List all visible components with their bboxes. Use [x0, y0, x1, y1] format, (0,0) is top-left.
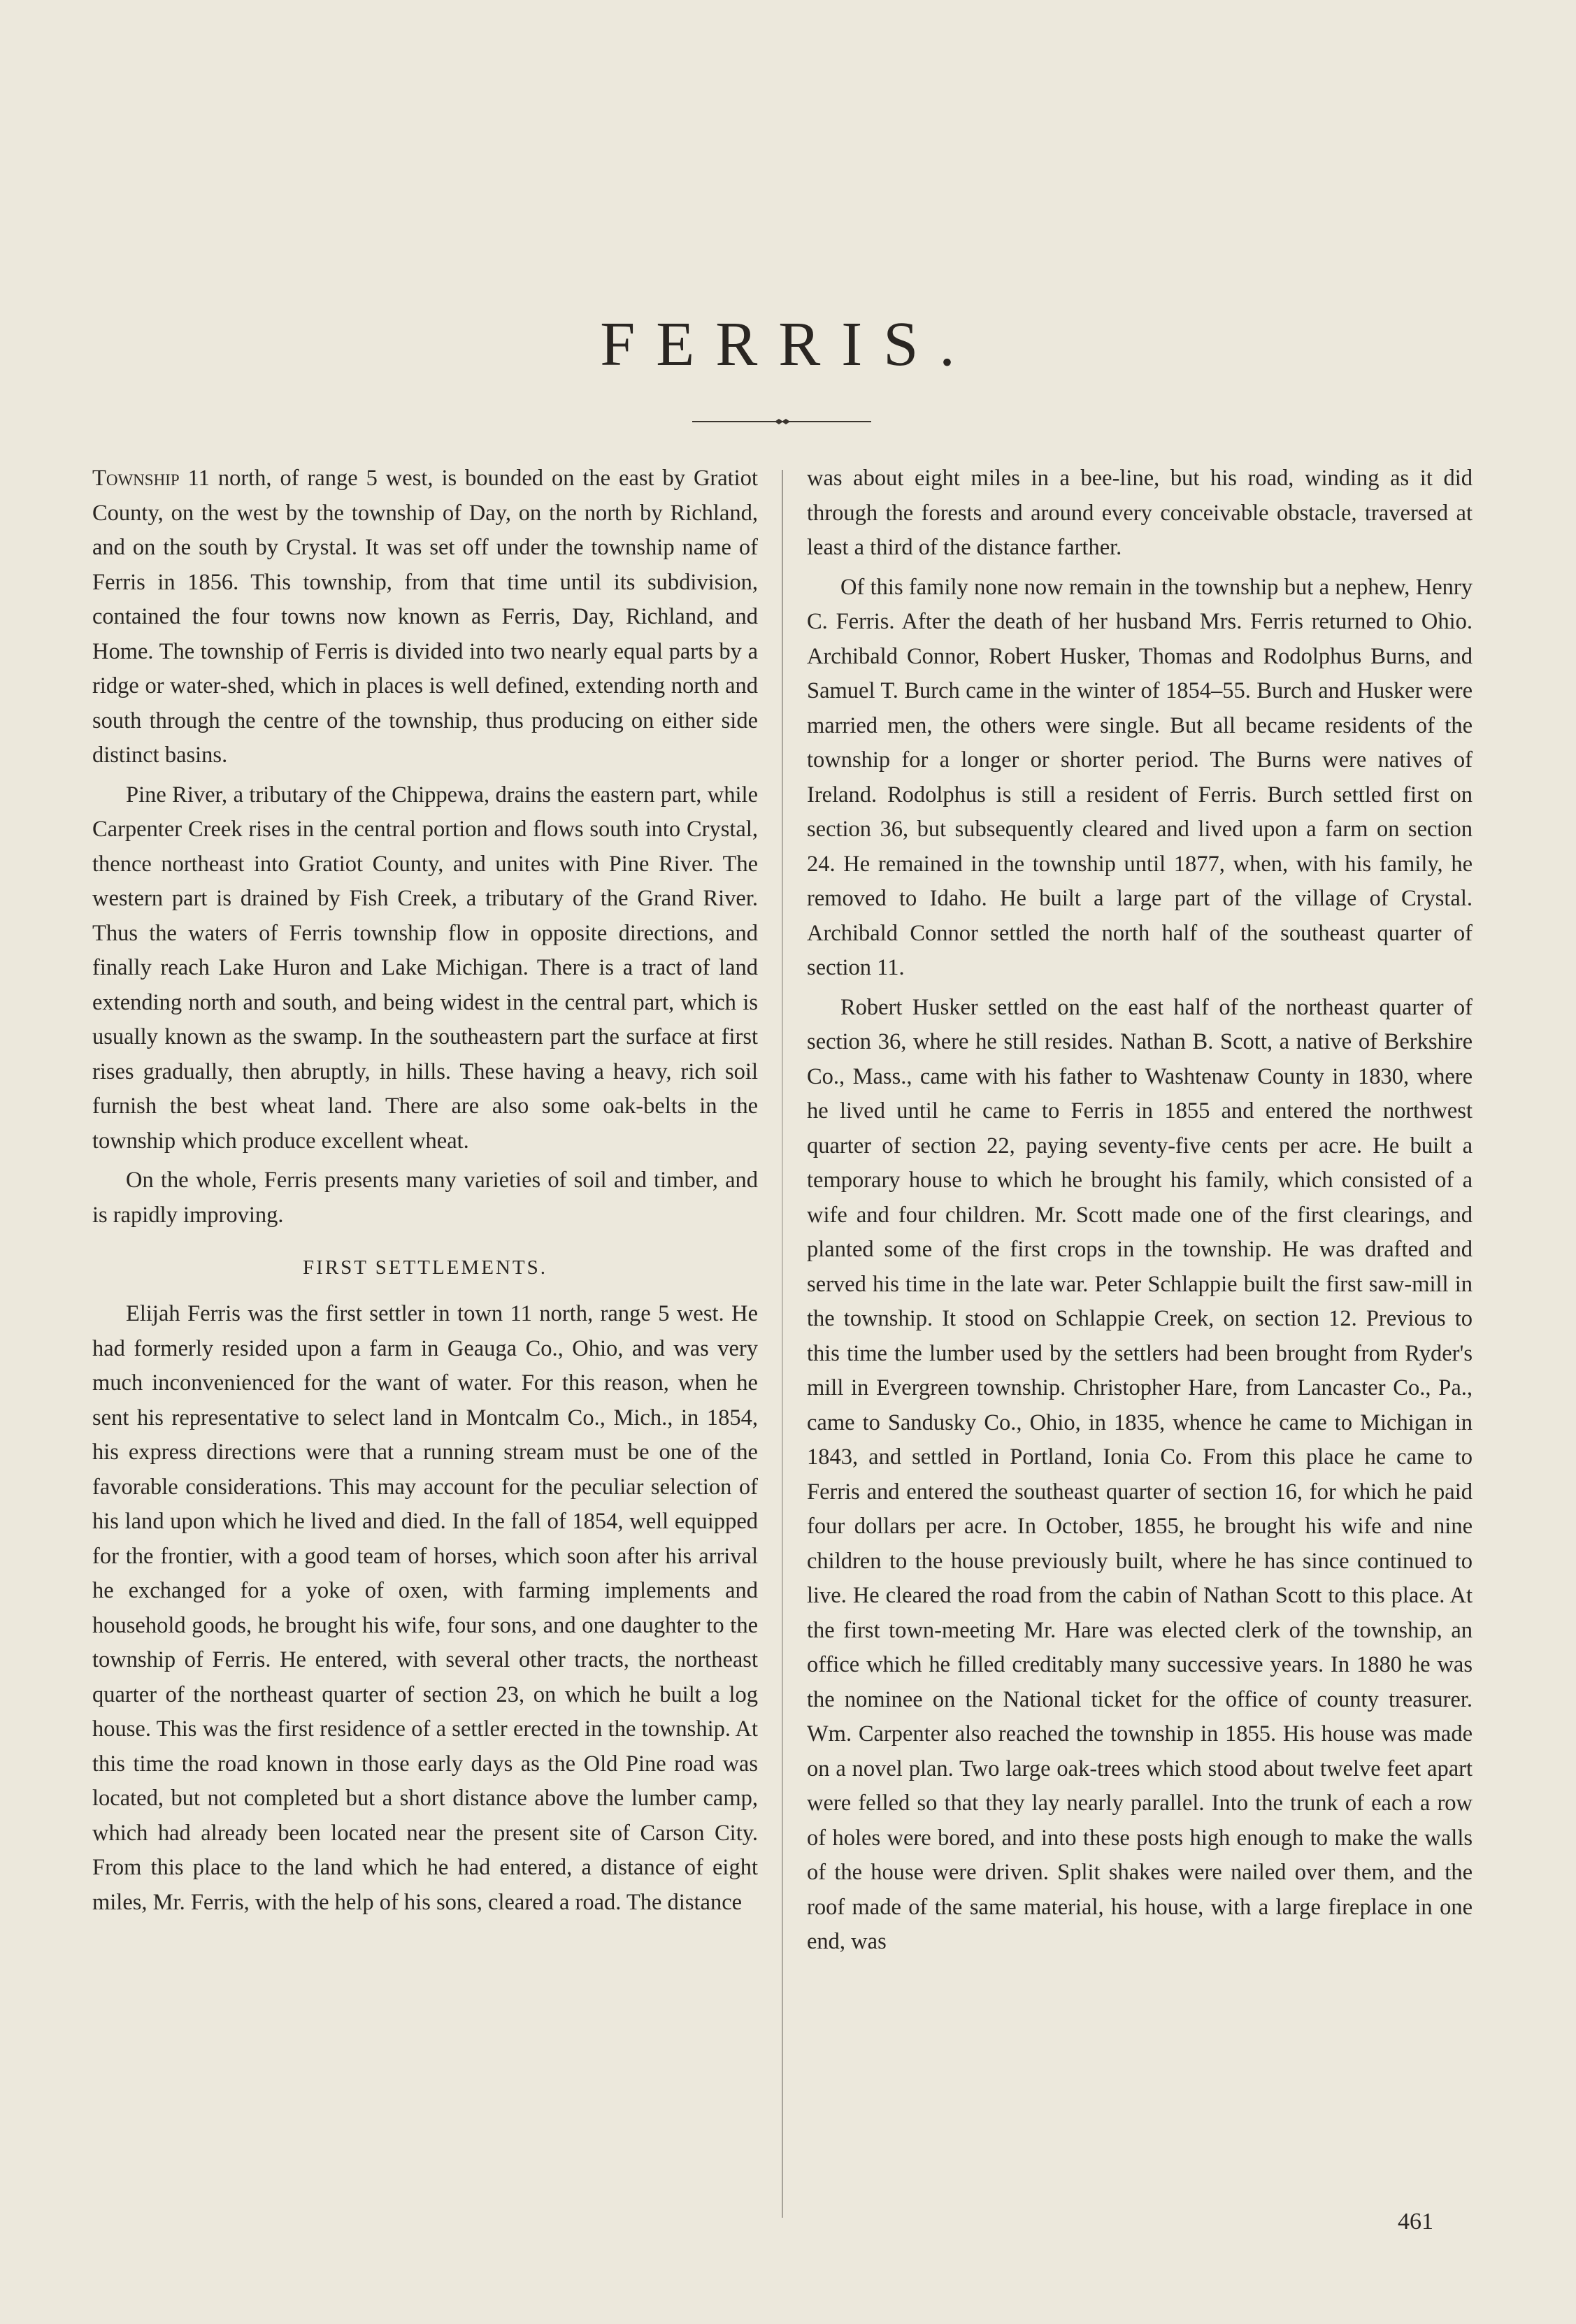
section-heading-first-settlements: FIRST SETTLEMENTS. — [303, 1256, 547, 1279]
page-number: 461 — [1398, 2209, 1433, 2235]
intro-lead-word: Township — [92, 466, 180, 491]
page-title: FERRIS. — [600, 310, 976, 379]
right-column — [807, 461, 1473, 1965]
title-ornament-rule — [692, 417, 871, 426]
intro-paragraph — [92, 461, 758, 773]
drainage-paragraph: Pine River, a tributary of the Chippewa, drains the eastern part, while Carpenter Creek rises in the central portion and flows south into Crystal, thence northeast into Gratiot County, and unites with Pine River. The western part is drained by Fish Creek, a tributary of the Grand River. Thus the waters of Ferris township flow in opposite directions, and finally reach Lake Huron and Lake Michigan. There is a tract of land extending north and south, and being widest in the central part, which is usually known as the swamp. In the southeastern part the surface at first rises gradually, then abruptly, in hills. These having a heavy, rich soil furnish the best wheat land. There are also some oak-belts in the township which produce excellent wheat. — [92, 782, 758, 1154]
settlers-paragraph: Robert Husker settled on the east half of the northeast quarter of section 36, where he still resides. Nathan B. Scott, a native of Berkshire Co., Mass., came with his father to Washtenaw County in 1830, where he lived until he came to Ferris in 1855 and entered the northwest quarter of section 22, paying seventy-five cents per acre. He built a temporary house to which he brought his family, which consisted of a wife and four children. Mr. Scott made one of the first clearings, and planted some of the first crops in the township. He was drafted and served his time in the late war. Peter Schlappie built the first saw-mill in the township. It stood on Schlappie Creek, on section 12. Previous to this time the lumber used by the settlers had been brought from Ryder's mill in Evergreen township. Christopher Hare, from Lancaster Co., Pa., came to Sandusky Co., Ohio, in 1835, whence he came to Michigan in 1843, and settled in Portland, Ionia Co. From this place he came to Ferris and entered the southeast quarter of section 16, for which he paid four dollars per acre. In October, 1855, he brought his wife and nine children to the house previously built, where he has since continued to live. He cleared the road from the cabin of Nathan Scott to this place. At the first town-meeting Mr. Hare was elected clerk of the township, an office which he filled creditably many successive years. In 1880 he was the nominee on the National ticket for the office of county treasurer. Wm. Carpenter also reached the township in 1855. His house was made on a novel plan. Two large oak-trees which stood about twelve feet apart were felled so that they lay nearly parallel. Into the trunk of each a row of holes were bored, and into these posts high enough to make the walls of the house were driven. Split shakes were nailed over them, and the roof made of the same material, his house, with a large fireplace in one end, was — [807, 994, 1473, 1954]
continuation-paragraph: was about eight miles in a bee-line, but his road, winding as it did through the forests and around every conceivable obstacle, traversed at least a third of the distance farther. — [807, 466, 1473, 560]
bleed-through-texture — [392, 84, 1231, 117]
elijah-ferris-paragraph: Elijah Ferris was the first settler in town 11 north, range 5 west. He had formerly resided upon a farm in Geauga Co., Ohio, and was very much inconvenienced for the want of water. For this reason, when he sent his representative to select land in Montcalm Co., Mich., in 1854, his express directions were that a running stream must be one of the favorable considerations. This may account for the peculiar selection of his land upon which he lived and died. In the fall of 1854, well equipped for the frontier, with a good team of horses, which soon after his arrival he exchanged for a yoke of oxen, with farming implements and household goods, he brought his wife, four sons, and one daughter to the township of Ferris. He entered, with several other tracts, the northeast quarter of the northeast quarter of section 23, on which he built a log house. This was the first residence of a settler erected in the township. At this time the road known in those early days as the Old Pine road was located, but not completed but a short distance above the lumber camp, which had already been located near the present site of Carson City. From this place to the land which he had entered, a distance of eight miles, Mr. Ferris, with the help of his sons, cleared a road. The distance — [92, 1301, 758, 1915]
soil-paragraph: On the whole, Ferris presents many varieties of soil and timber, and is rapidly improving. — [92, 1168, 758, 1228]
family-paragraph: Of this family none now remain in the township but a nephew, Henry C. Ferris. After the death of her husband Mrs. Ferris returned to Ohio. Archibald Connor, Robert Husker, Thomas and Rodolphus Burns, and Samuel T. Burch came in the winter of 1854–55. Burch and Husker were married men, the others were single. But all became residents of the township for a longer or shorter period. The Burns were natives of Ireland. Rodolphus is still a resident of Ferris. Burch settled first on section 36, but subsequently cleared and lived upon a farm on section 24. He remained in the township until 1877, when, with his family, he removed to Idaho. He built a large part of the village of Crystal. Archibald Connor settled the north half of the southeast quarter of section 11. — [807, 574, 1473, 980]
intro-text: 11 north, of range 5 west, is bounded on the east by Gratiot County, on the west by the township of Day, on the north by Richland, and on the south by Crystal. It was set off under the township name of Ferris in 1856. This township, from that time until its subdivision, contained the four towns now known as Ferris, Day, Richland, and Home. The township of Ferris is divided into two nearly equal parts by a ridge or water-shed, which in places is well defined, extending north and south through the centre of the township, thus producing on either side distinct basins. — [92, 466, 758, 768]
left-column — [92, 461, 758, 1925]
column-divider — [782, 470, 783, 2218]
